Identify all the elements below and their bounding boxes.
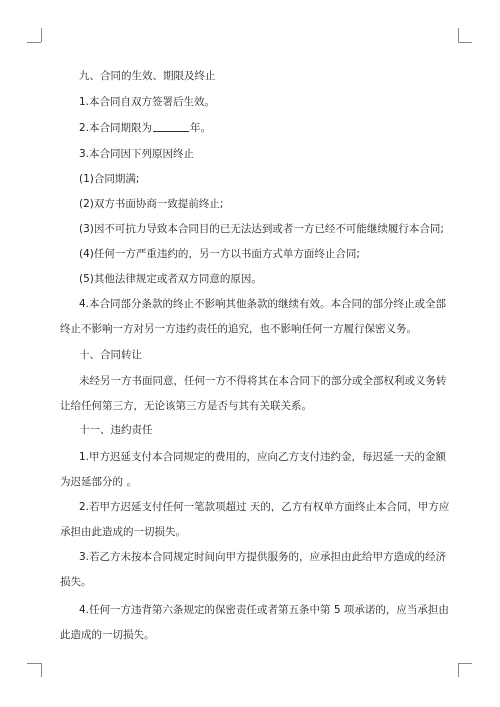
clause-3-item-2: (2)双方书面协商一致提前终止; bbox=[79, 198, 224, 210]
section-9-clause-2 bbox=[79, 121, 439, 135]
section-11-clause-2-line-2: 承担由此造成的一切损失。 bbox=[60, 526, 186, 538]
section-10-heading: 十、合同转让 bbox=[79, 349, 142, 361]
section-9-clause-3: 3.本合同因下列原因终止 bbox=[79, 148, 195, 160]
section-11-clause-3-line-2: 损失。 bbox=[60, 576, 92, 588]
section-9-clause-4-line-2: 终止不影响一方对另一方违约责任的追究，也不影响任何一方履行保密义务。 bbox=[60, 323, 417, 335]
section-11-clause-3-line-1: 3.若乙方未按本合同规定时间向甲方提供服务的，应承担由此给甲方造成的经济 bbox=[79, 551, 447, 563]
term-blank bbox=[153, 121, 189, 132]
section-9-clause-1: 1.本合同自双方签署后生效。 bbox=[79, 96, 216, 108]
section-11-heading: 十一、违约责任 bbox=[79, 424, 153, 436]
section-9-heading: 九、合同的生效、期限及终止 bbox=[79, 70, 216, 82]
section-10-para-line-2: 让给任何第三方，无论该第三方是否与其有关联关系。 bbox=[60, 400, 312, 412]
section-11-clause-4-line-2: 此造成的一切损失。 bbox=[60, 629, 155, 641]
section-11-clause-4-line-1: 4.任何一方违背第六条规定的保密责任或者第五条中第 5 项承诺的，应当承担由 bbox=[79, 604, 449, 616]
clause-3-item-1: (1)合同期满; bbox=[79, 173, 140, 185]
clause-3-item-5: (5)其他法律规定或者双方同意的原因。 bbox=[79, 273, 262, 285]
section-10-para-line-1: 未经另一方书面同意，任何一方不得将其在本合同下的部分或全部权利或义务转 bbox=[79, 375, 447, 387]
section-11-clause-2-line-1: 2.若甲方迟延支付任何一笔款项超过 天的，乙方有权单方面终止本合同，甲方应 bbox=[79, 501, 450, 513]
clause-3-item-4: (4)任何一方严重违约的，另一方以书面方式单方面终止合同; bbox=[79, 248, 360, 260]
clause-2-text-after: 年。 bbox=[190, 122, 212, 134]
clause-3-item-3: (3)因不可抗力导致本合同目的已无法达到或者一方已经不可能继续履行本合同; bbox=[79, 223, 444, 235]
clause-2-text-before: 2.本合同期限为 bbox=[79, 122, 153, 134]
section-11-clause-1-line-2: 为迟延部分的 。 bbox=[60, 476, 137, 488]
section-9-clause-4-line-1: 4.本合同部分条款的终止不影响其他条款的继续有效。本合同的部分终止或全部 bbox=[79, 298, 447, 310]
section-11-clause-1-line-1: 1.甲方迟延支付本合同规定的费用的，应向乙方支付违约金，每迟延一天的金额 bbox=[79, 451, 447, 463]
